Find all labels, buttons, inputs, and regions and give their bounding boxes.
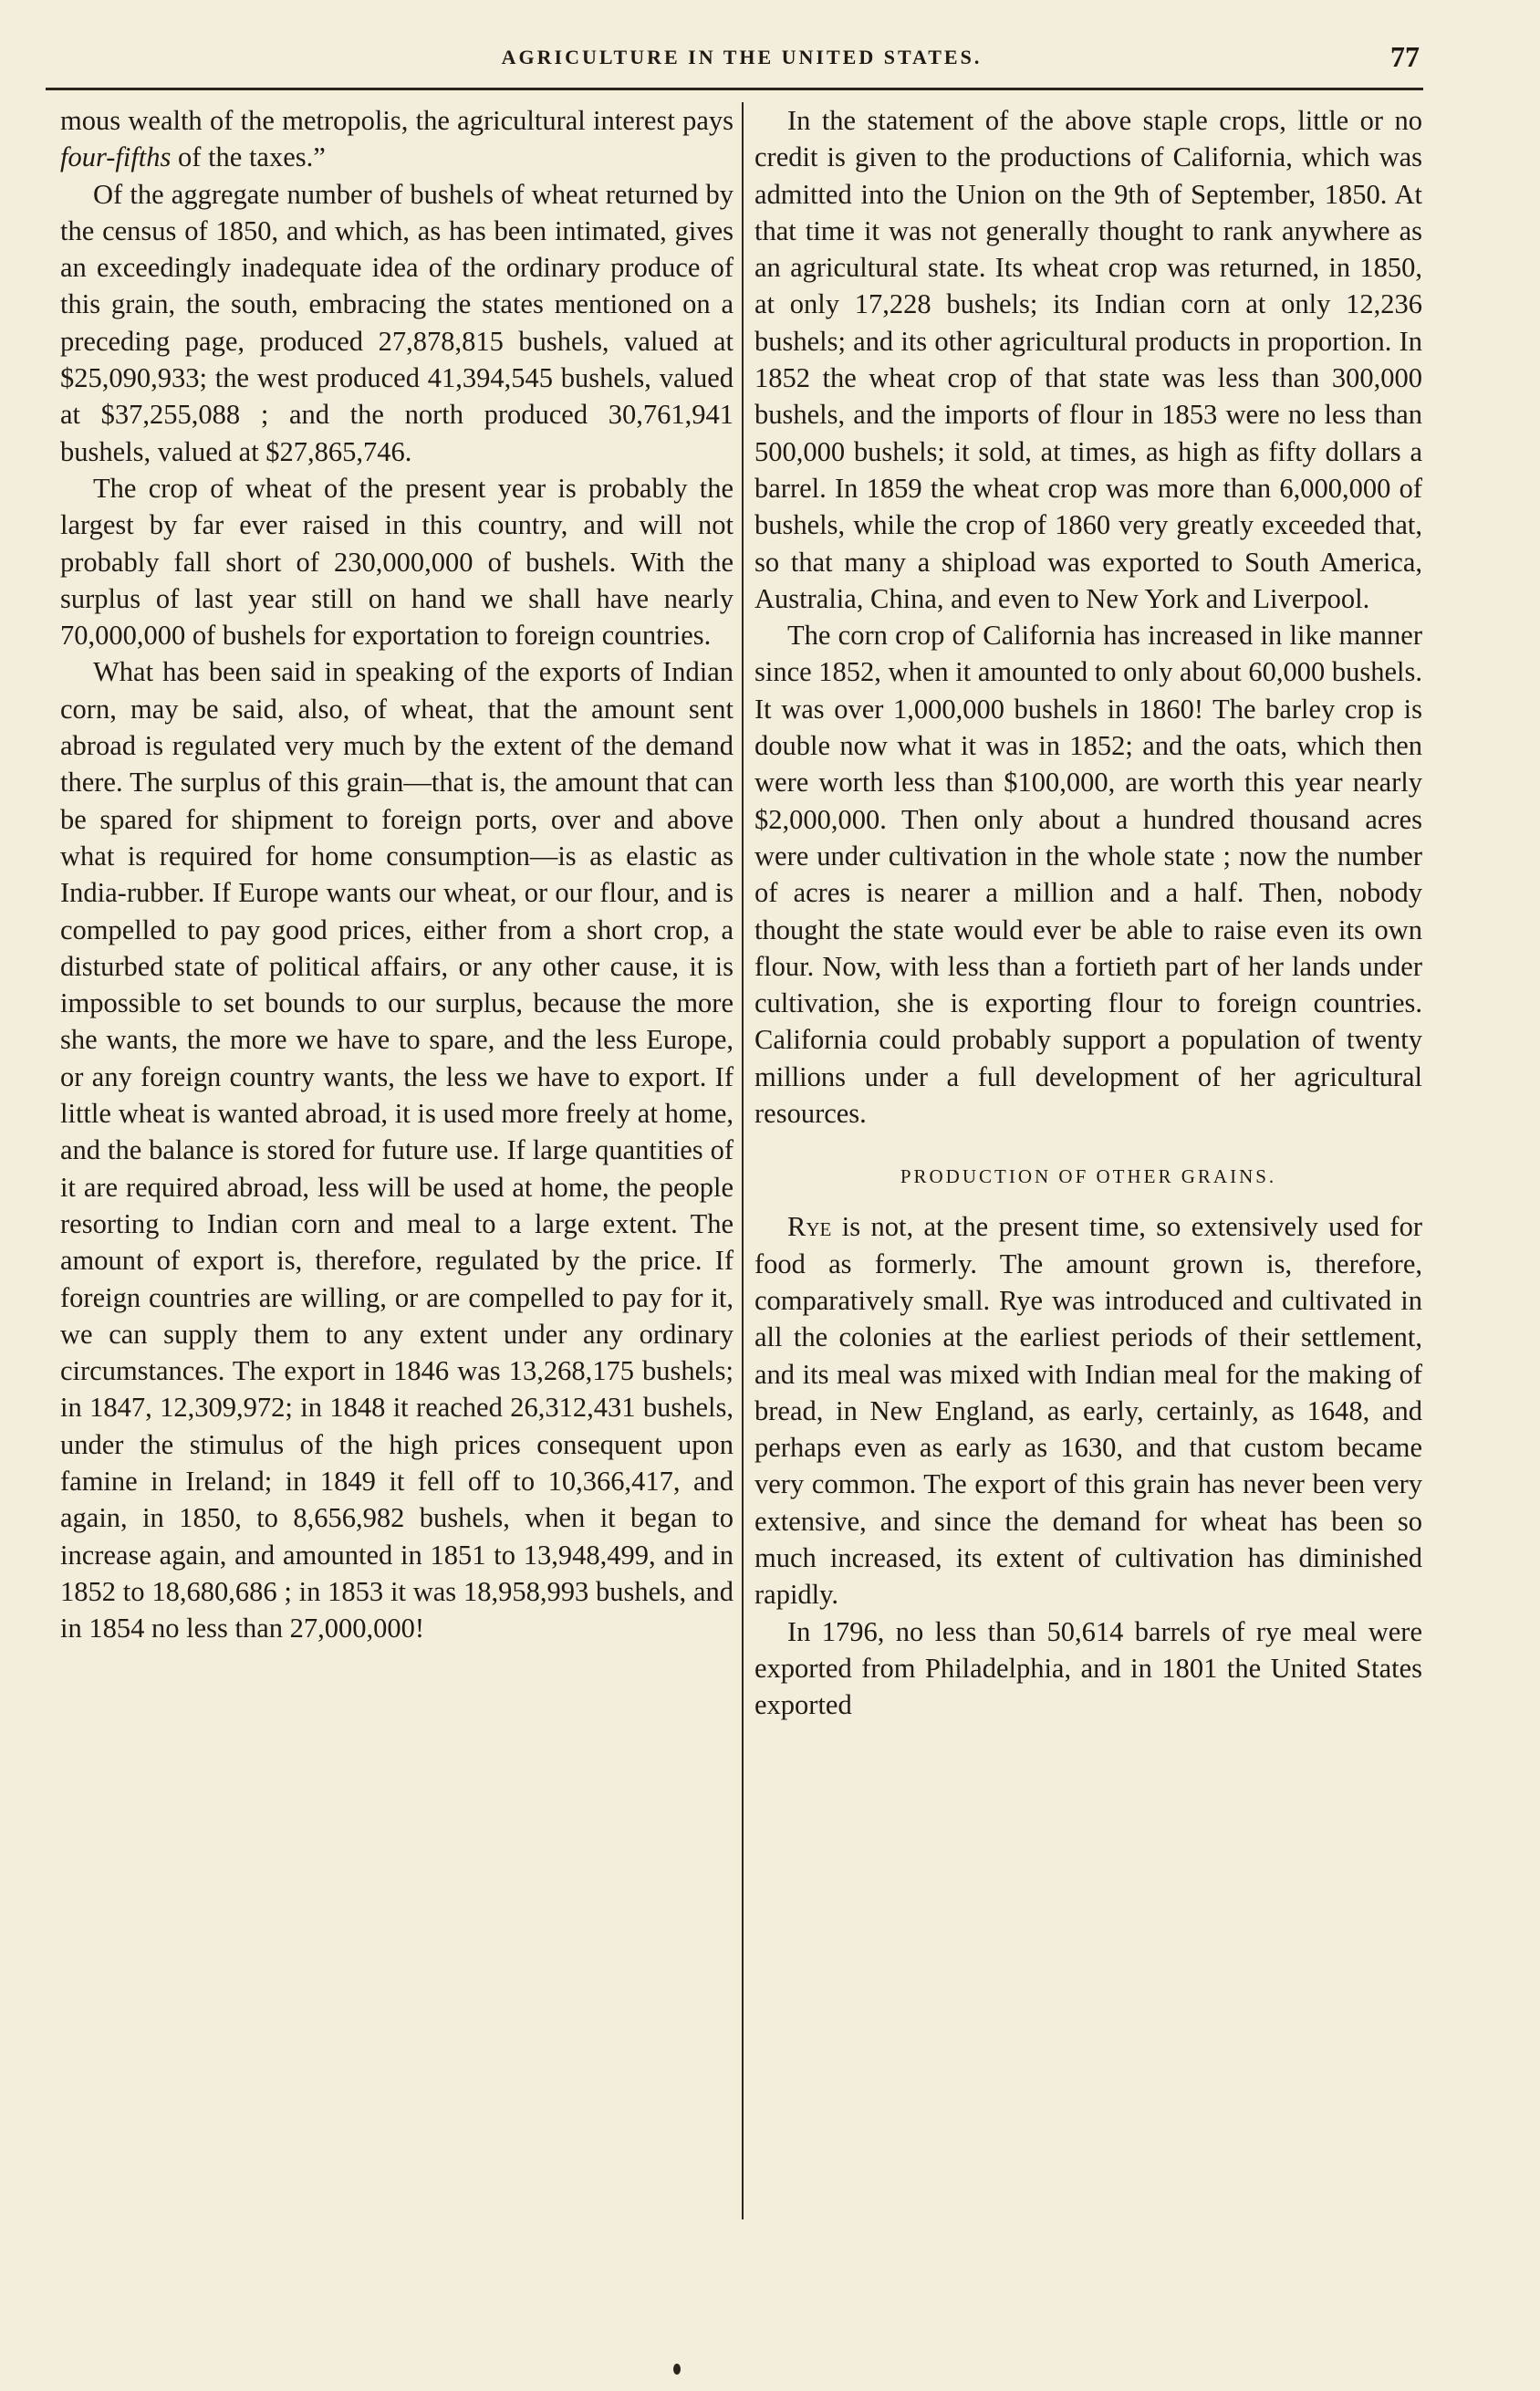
emphasis-text: four-fifths [60,141,172,173]
paragraph-text: mous wealth of the metropolis, the agricultural interest pays [60,105,734,136]
header-rule [46,88,1423,90]
page-number: 77 [1390,40,1420,73]
paragraph [60,102,734,176]
paragraph [754,1208,1422,1613]
ink-mark [673,2364,681,2375]
column-divider [742,102,744,2219]
paragraph: In the statement of the above staple crops, little or no credit is given to the productions of California, which was admitted into the Union on the 9th of September, 1850. At that time it was not generally thought to rank anywhere as an agricultural state. Its wheat crop was returned, in 1850, at only 17,228 bushels; its Indian corn at only 12,236 bushels; and its other agricultural products in proportion. In 1852 the wheat crop of that state was less than 300,000 bushels, and the imports of flour in 1853 were no less than 500,000 bushels; it sold, at times, as high as fifty dollars a barrel. In 1859 the wheat crop was more than 6,000,000 of bushels, while the crop of 1860 very greatly exceeded that, so that many a shipload was exported to South America, Australia, China, and even to New York and Liverpool. [754,105,1422,614]
lead-word: Rye [787,1211,832,1243]
left-column [60,102,734,1646]
running-title: AGRICULTURE IN THE UNITED STATES. [501,46,983,68]
paragraph: The corn crop of California has increased in like manner since 1852, when it amounted to only about 60,000 bushels. It was over 1,000,000 bushels in 1860! The barley crop is double now what it was in 1852; and the oats, which then were worth less than $100,000, are worth this year nearly $2,000,000. Then only about a hundred thousand acres were under cultivation in the whole state ; now the number of acres is nearer a million and a half. Then, nobody thought the state would ever be able to raise even its own flour. Now, with less than a fortieth part of her lands under cultivation, she is exporting flour to foreign countries. California could probably support a population of twenty millions under a full development of her agricultural resources. [754,620,1422,1130]
right-column [754,102,1422,1723]
paragraph: The crop of wheat of the present year is probably the largest by far ever raised in this country, and will not probably fall short of 230,000,000 of bushels. With the surplus of last year still on hand we shall have nearly 70,000,000 of bushels for exportation to foreign countries. [60,472,734,652]
paragraph: What has been said in speaking of the exports of Indian corn, may be said, also, of wheat, that the amount sent abroad is regulated very much by the extent of the demand there. The surplus of this grain—that is, the amount that can be spared for shipment to foreign ports, over and above what is required for home consumption—is as elastic as India-rubber. If Europe wants our wheat, or our flour, and is compelled to pay good prices, either from a short crop, a disturbed state of political affairs, or any other cause, it is impossible to set bounds to our surplus, because the more she wants, the more we have to spare, and the less Europe, or any foreign country wants, the less we have to export. If little wheat is wanted abroad, it is used more freely at home, and the balance is stored for future use. If large quantities of it are required abroad, less will be used at home, the people resorting to Indian corn and meal to a large extent. The amount of export is, therefore, regulated by the price. If foreign countries are willing, or are compelled to pay for it, we can supply them to any extent under any ordinary circumstances. The export in 1846 was 13,268,175 bushels; in 1847, 12,309,972; in 1848 it reached 26,312,431 bushels, under the stimulus of the high prices consequent upon famine in Ireland; in 1849 it fell off to 10,366,417, and again, in 1850, to 8,656,982 bushels, when it began to increase again, and amounted in 1851 to 13,948,499, and in 1852 to 18,680,686 ; in 1853 it was 18,958,993 bushels, and in 1854 no less than 27,000,000! [60,656,734,1644]
paragraph-text: is not, at the present time, so extensively used for food as formerly. The amount grown is, therefore, comparatively small. Rye was introduced and cultivated in all the colonies at the earliest periods of their settlement, and its meal was mixed with Indian meal for the making of bread, in New England, as early, certainly, as 1648, and perhaps even as early as 1630, and that custom became very common. The export of this grain has never been very extensive, and since the demand for wheat has been so much increased, its extent of cultivation has diminished rapidly. [754,1211,1422,1611]
paragraph-text: of the taxes.” [171,141,326,173]
running-head [64,40,1420,77]
paragraph: In 1796, no less than 50,614 barrels of rye meal were exported from Philadelphia, and in 1801 the United States exported [754,1615,1422,1721]
section-heading: PRODUCTION OF OTHER GRAINS. [900,1165,1277,1188]
paragraph: Of the aggregate number of bushels of wheat returned by the census of 1850, and which, as has been intimated, gives an exceedingly inadequate idea of the ordinary produce of this grain, the south, embracing the states mentioned on a preceding page, produced 27,878,815 bushels, valued at $25,090,933; the west produced 41,394,545 bushels, valued at $37,255,088 ; and the north produced 30,761,941 bushels, valued at $27,865,746. [60,178,734,467]
